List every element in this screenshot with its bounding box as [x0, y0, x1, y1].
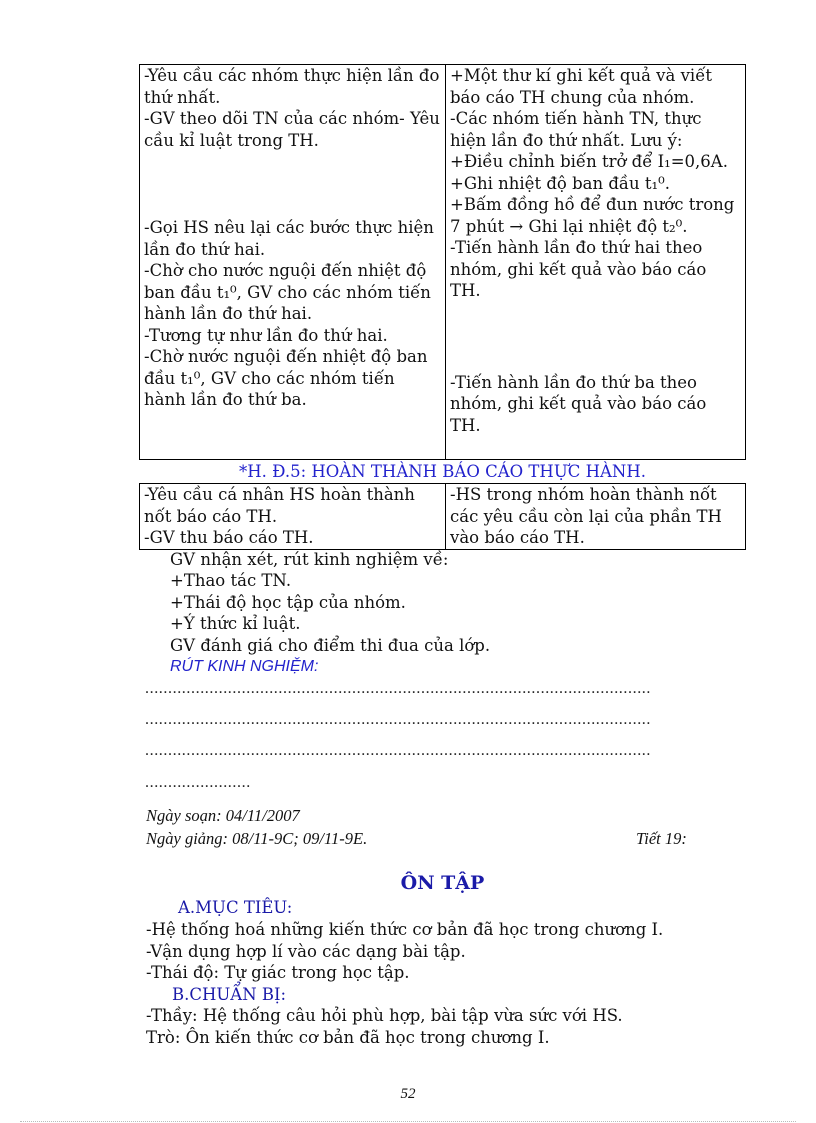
- teacher-step: -Chờ cho nước nguội đến nhiệt độ ban đầu t₁⁰, GV cho các nhóm tiến hành lần đo thứ hai.: [144, 261, 431, 323]
- experience-label: RÚT KINH NGHIỆM:: [170, 658, 319, 675]
- spacer: [450, 302, 741, 372]
- preparation-item: -Thầy: Hệ thống câu hỏi phù hợp, bài tập vừa sức với HS.: [146, 1006, 623, 1025]
- objectives-heading: A.MỤC TIÊU:: [178, 898, 293, 917]
- student-step: +Một thư kí ghi kết quả và viết báo cáo TH chung của nhóm.: [450, 66, 712, 107]
- teacher-activity-cell: [140, 484, 446, 550]
- dotted-line: ..............................................................................................................: [145, 742, 651, 759]
- review-item: +Thái độ học tập của nhóm.: [170, 593, 406, 612]
- teacher-step: -Yêu cầu cá nhân HS hoàn thành nốt báo cáo TH.: [144, 485, 415, 526]
- teacher-step: -GV theo dõi TN của các nhóm- Yêu cầu kỉ luật trong TH.: [144, 109, 440, 150]
- objective-item: -Vận dụng hợp lí vào các dạng bài tập.: [146, 942, 466, 961]
- teacher-step: -Yêu cầu các nhóm thực hiện lần đo thứ nhất.: [144, 66, 440, 107]
- student-step: +Điều chỉnh biến trở để I₁=0,6A.: [450, 152, 728, 171]
- teacher-step: -Tương tự như lần đo thứ hai.: [144, 325, 388, 345]
- review-closing: GV đánh giá cho điểm thi đua của lớp.: [170, 636, 491, 655]
- objective-item: -Hệ thống hoá những kiến thức cơ bản đã học trong chương I.: [146, 920, 664, 939]
- student-step: -Tiến hành lần đo thứ ba theo nhóm, ghi kết quả vào báo cáo TH.: [450, 372, 707, 435]
- teacher-step: -Gọi HS nêu lại các bước thực hiện lần đo thứ hai.: [144, 218, 434, 259]
- teach-date: Ngày giảng: 08/11-9C; 09/11-9E.: [146, 829, 368, 848]
- footer-divider: [20, 1121, 796, 1122]
- dotted-line: ..............................................................................................................: [145, 711, 651, 728]
- student-step: +Bấm đồng hồ để đun nước trong 7 phút → Ghi lại nhiệt độ t₂⁰.: [450, 195, 735, 236]
- teacher-activity-cell: [140, 65, 446, 460]
- review-intro: GV nhận xét, rút kinh nghiệm về:: [170, 550, 449, 569]
- objective-item: -Thái độ: Tự giác trong học tập.: [146, 963, 410, 982]
- dotted-line: .......................: [145, 774, 251, 791]
- spacer: [144, 151, 441, 217]
- student-step: +Ghi nhiệt độ ban đầu t₁⁰.: [450, 173, 670, 193]
- section-title: *H. Đ.5: HOÀN THÀNH BÁO CÁO THỰC HÀNH.: [239, 462, 646, 481]
- review-item: +Ý thức kỉ luật.: [170, 614, 301, 633]
- preparation-heading: B.CHUẨN BỊ:: [172, 985, 287, 1004]
- activity-table-5: [139, 483, 746, 550]
- teacher-step: -GV thu báo cáo TH.: [144, 528, 314, 547]
- dotted-line: ..............................................................................................................: [145, 680, 651, 697]
- student-step: -HS trong nhóm hoàn thành nốt các yêu cầu còn lại của phần TH vào báo cáo TH.: [450, 485, 722, 547]
- student-step: -Các nhóm tiến hành TN, thực hiện lần đo thứ nhất. Lưu ý:: [450, 109, 702, 150]
- lesson-title: ÔN TẬP: [400, 872, 485, 894]
- student-step: -Tiến hành lần đo thứ hai theo nhóm, ghi kết quả vào báo cáo TH.: [450, 238, 707, 300]
- review-item: +Thao tác TN.: [170, 571, 292, 590]
- teacher-step: -Chờ nước nguội đến nhiệt độ ban đầu t₁⁰, GV cho các nhóm tiến hành lần đo thứ ba.: [144, 347, 428, 409]
- period-label: Tiết 19:: [636, 829, 687, 848]
- student-activity-cell: [446, 484, 746, 550]
- prep-date: Ngày soạn: 04/11/2007: [146, 806, 300, 825]
- activity-table-4: [139, 64, 746, 460]
- student-activity-cell: [446, 65, 746, 460]
- page-number: 52: [400, 1086, 416, 1102]
- preparation-item: Trò: Ôn kiến thức cơ bản đã học trong chương I.: [146, 1028, 550, 1047]
